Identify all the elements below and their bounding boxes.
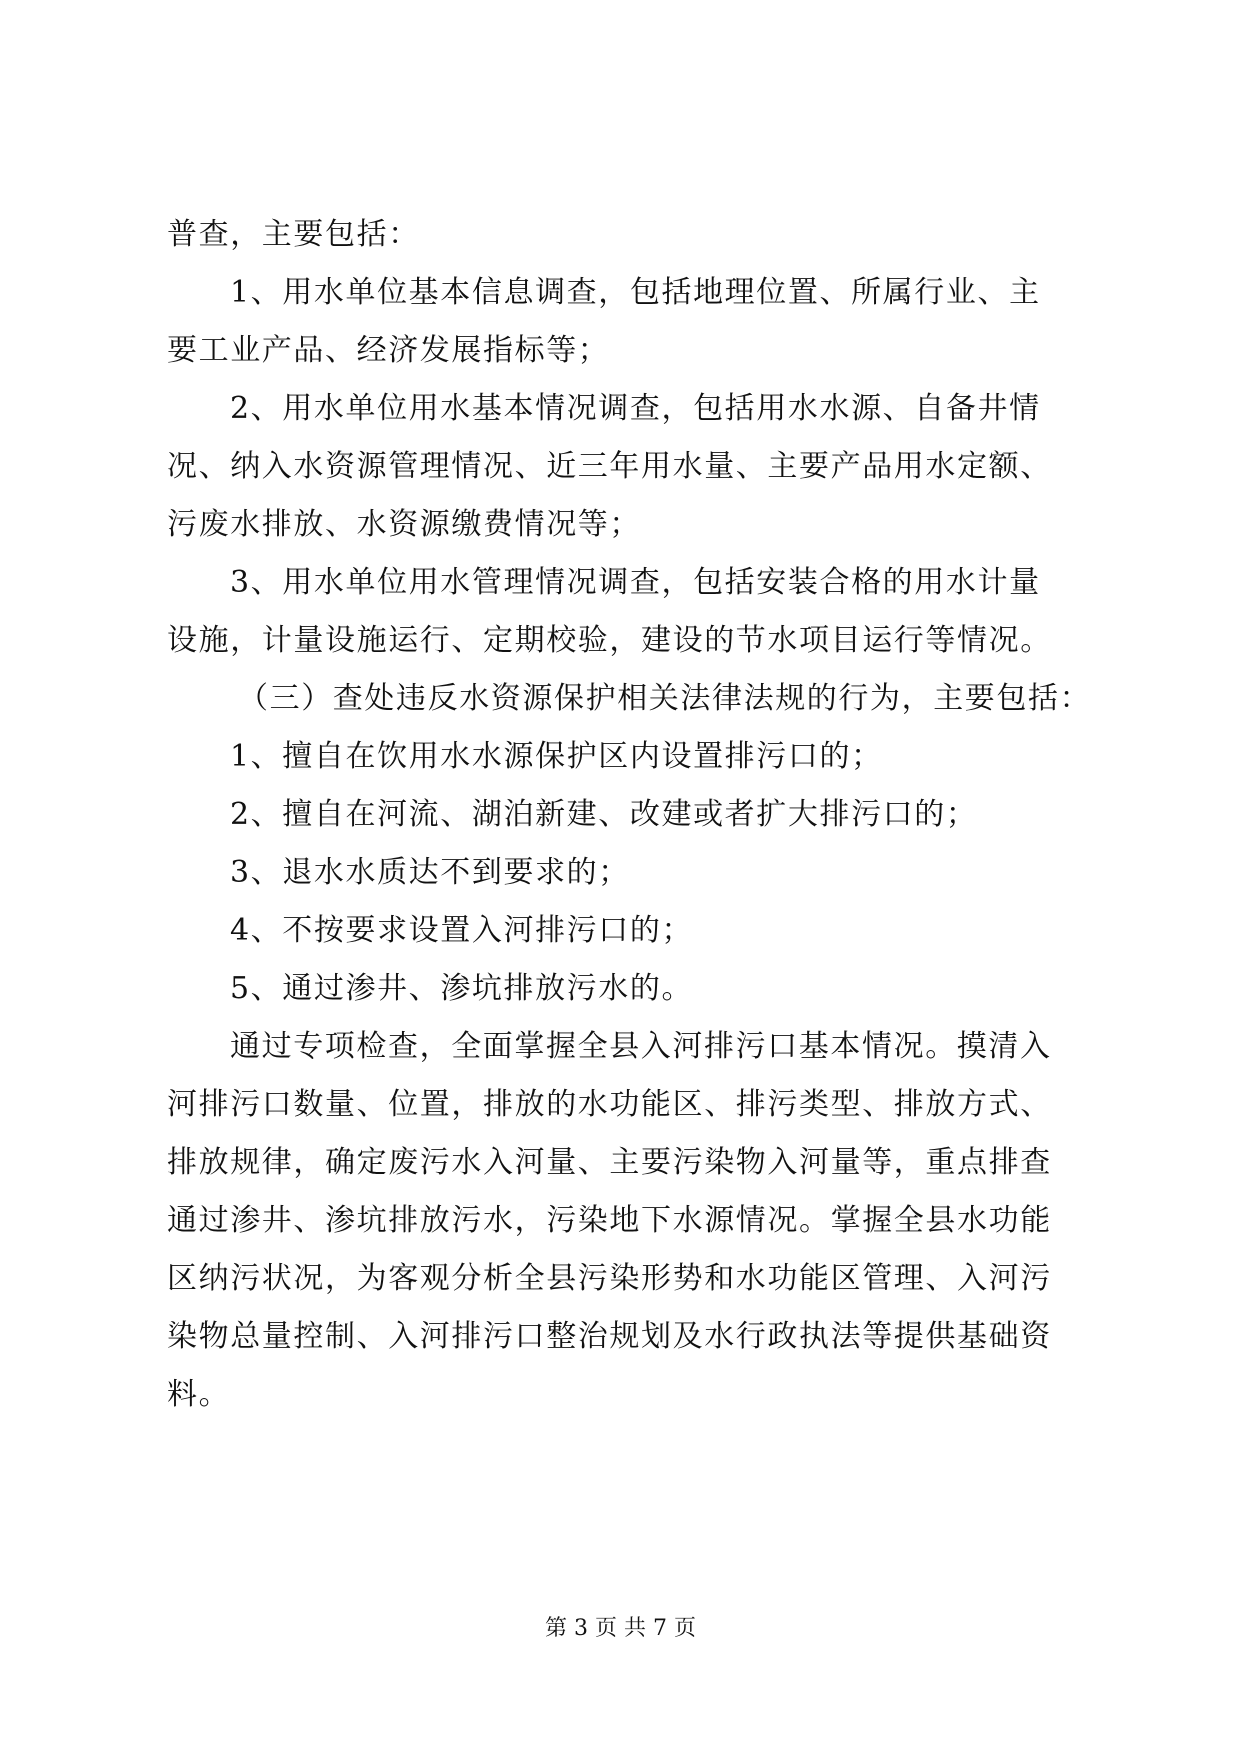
text-line-19: 区纳污状况，为客观分析全县污染形势和水功能区管理、入河污 bbox=[167, 1261, 1052, 1296]
text-line-13: 4、不按要求设置入河排污口的； bbox=[230, 913, 694, 948]
text-line-18: 通过渗井、渗坑排放污水，污染地下水源情况。掌握全县水功能 bbox=[167, 1203, 1052, 1238]
text-line-20: 染物总量控制、入河排污口整治规划及水行政执法等提供基础资 bbox=[167, 1319, 1052, 1354]
text-line-7: 3、用水单位用水管理情况调查，包括安装合格的用水计量 bbox=[230, 565, 1041, 600]
text-line-4: 2、用水单位用水基本情况调查，包括用水水源、自备井情 bbox=[230, 391, 1041, 426]
text-line-15: 通过专项检查，全面掌握全县入河排污口基本情况。摸清入 bbox=[230, 1029, 1052, 1064]
text-line-3: 要工业产品、经济发展指标等； bbox=[167, 333, 610, 368]
text-line-11: 2、擅自在河流、湖泊新建、改建或者扩大排污口的； bbox=[230, 797, 978, 832]
text-line-12: 3、退水水质达不到要求的； bbox=[230, 855, 630, 890]
text-line-1: 普查，主要包括： bbox=[167, 217, 420, 252]
text-line-6: 污废水排放、水资源缴费情况等； bbox=[167, 507, 641, 542]
text-line-21: 料。 bbox=[167, 1377, 231, 1412]
text-line-16: 河排污口数量、位置，排放的水功能区、排污类型、排放方式、 bbox=[167, 1087, 1052, 1122]
text-line-8: 设施，计量设施运行、定期校验，建设的节水项目运行等情况。 bbox=[167, 623, 1052, 658]
page-number-footer: 第 3 页 共 7 页 bbox=[545, 1616, 696, 1641]
text-line-5: 况、纳入水资源管理情况、近三年用水量、主要产品用水定额、 bbox=[167, 449, 1052, 484]
text-line-14: 5、通过渗井、渗坑排放污水的。 bbox=[230, 971, 694, 1006]
text-line-17: 排放规律，确定废污水入河量、主要污染物入河量等，重点排查 bbox=[167, 1145, 1052, 1180]
text-line-9: （三）查处违反水资源保护相关法律法规的行为，主要包括： bbox=[238, 681, 1092, 716]
text-line-2: 1、用水单位基本信息调查，包括地理位置、所属行业、主 bbox=[230, 275, 1041, 310]
text-line-10: 1、擅自在饮用水水源保护区内设置排污口的； bbox=[230, 739, 883, 774]
